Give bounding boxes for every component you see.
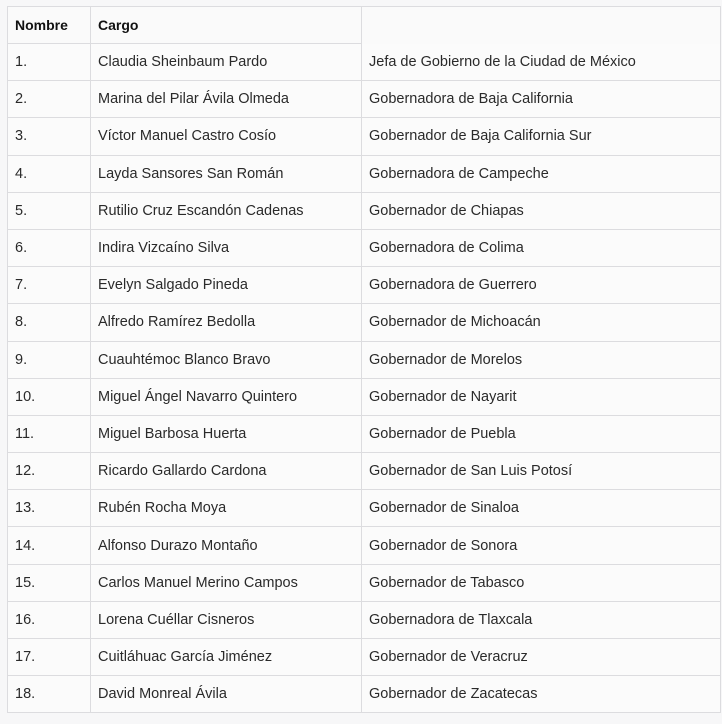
header-nombre: Nombre: [8, 7, 91, 44]
table-row: [8, 601, 721, 638]
table-row: [8, 676, 721, 713]
row-number: 5.: [8, 192, 91, 229]
header-cargo: Cargo: [91, 7, 362, 44]
row-role: Gobernador de Chiapas: [362, 192, 721, 229]
row-name: Rutilio Cruz Escandón Cadenas: [91, 192, 362, 229]
row-number: 18.: [8, 676, 91, 713]
row-number: 10.: [8, 378, 91, 415]
row-number: 7.: [8, 267, 91, 304]
table-row: [8, 415, 721, 452]
row-number: 17.: [8, 639, 91, 676]
table-row: [8, 564, 721, 601]
header-empty: [362, 7, 721, 44]
row-role: Gobernador de Zacatecas: [362, 676, 721, 713]
row-role: Gobernadora de Campeche: [362, 155, 721, 192]
row-number: 12.: [8, 453, 91, 490]
row-name: Cuauhtémoc Blanco Bravo: [91, 341, 362, 378]
row-role: Gobernador de Tabasco: [362, 564, 721, 601]
table-row: [8, 639, 721, 676]
table-body: [8, 44, 721, 713]
row-name: Lorena Cuéllar Cisneros: [91, 601, 362, 638]
table-row: [8, 229, 721, 266]
row-number: 6.: [8, 229, 91, 266]
row-number: 8.: [8, 304, 91, 341]
row-name: Ricardo Gallardo Cardona: [91, 453, 362, 490]
row-role: Gobernador de Sinaloa: [362, 490, 721, 527]
row-role: Gobernador de Nayarit: [362, 378, 721, 415]
table-row: [8, 304, 721, 341]
row-number: 14.: [8, 527, 91, 564]
table-row: [8, 267, 721, 304]
row-name: Claudia Sheinbaum Pardo: [91, 44, 362, 81]
governors-table: [7, 6, 721, 713]
row-number: 3.: [8, 118, 91, 155]
row-role: Gobernadora de Baja California: [362, 81, 721, 118]
row-name: Alfonso Durazo Montaño: [91, 527, 362, 564]
row-name: Cuitláhuac García Jiménez: [91, 639, 362, 676]
table-row: [8, 81, 721, 118]
table-row: [8, 118, 721, 155]
row-role: Gobernador de Michoacán: [362, 304, 721, 341]
row-name: Layda Sansores San Román: [91, 155, 362, 192]
table-row: [8, 490, 721, 527]
row-name: Evelyn Salgado Pineda: [91, 267, 362, 304]
row-number: 9.: [8, 341, 91, 378]
row-number: 4.: [8, 155, 91, 192]
row-role: Gobernador de Morelos: [362, 341, 721, 378]
row-number: 1.: [8, 44, 91, 81]
row-name: Miguel Ángel Navarro Quintero: [91, 378, 362, 415]
row-role: Gobernador de Baja California Sur: [362, 118, 721, 155]
table-row: [8, 453, 721, 490]
row-number: 13.: [8, 490, 91, 527]
row-role: Gobernador de San Luis Potosí: [362, 453, 721, 490]
row-name: Indira Vizcaíno Silva: [91, 229, 362, 266]
table-row: [8, 192, 721, 229]
row-role: Gobernador de Veracruz: [362, 639, 721, 676]
row-role: Gobernadora de Tlaxcala: [362, 601, 721, 638]
row-role: Gobernadora de Guerrero: [362, 267, 721, 304]
row-name: Víctor Manuel Castro Cosío: [91, 118, 362, 155]
row-name: Marina del Pilar Ávila Olmeda: [91, 81, 362, 118]
row-name: Carlos Manuel Merino Campos: [91, 564, 362, 601]
table-row: [8, 155, 721, 192]
row-role: Jefa de Gobierno de la Ciudad de México: [362, 44, 721, 81]
table-row: [8, 341, 721, 378]
table-row: [8, 527, 721, 564]
row-name: Miguel Barbosa Huerta: [91, 415, 362, 452]
row-number: 15.: [8, 564, 91, 601]
table-header: [8, 7, 721, 44]
table-row: [8, 378, 721, 415]
row-name: Rubén Rocha Moya: [91, 490, 362, 527]
row-name: David Monreal Ávila: [91, 676, 362, 713]
header-row: [8, 7, 721, 44]
row-name: Alfredo Ramírez Bedolla: [91, 304, 362, 341]
row-number: 11.: [8, 415, 91, 452]
table-row: [8, 44, 721, 81]
row-role: Gobernador de Sonora: [362, 527, 721, 564]
row-number: 16.: [8, 601, 91, 638]
row-role: Gobernadora de Colima: [362, 229, 721, 266]
row-role: Gobernador de Puebla: [362, 415, 721, 452]
row-number: 2.: [8, 81, 91, 118]
